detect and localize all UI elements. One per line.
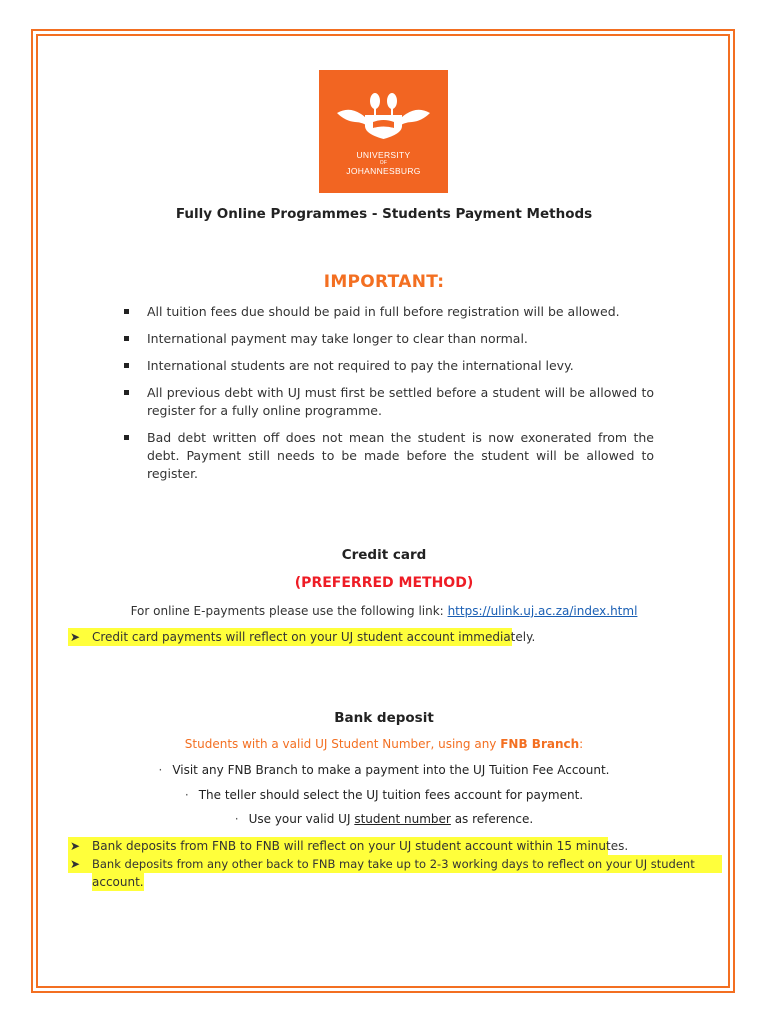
student-number-text: student number [354, 812, 451, 826]
important-list [120, 303, 654, 492]
list-item-text: Bad debt written off does not mean the student is now exonerated from the debt. Payment still needs to be made before the student will be allowed to register. [147, 430, 654, 481]
bank-note-2-continued [92, 873, 144, 891]
square-bullet-icon [124, 336, 129, 341]
square-bullet-icon [124, 309, 129, 314]
bank-step-3 [0, 812, 768, 826]
bank-step-2-text: The teller should select the UJ tuition fees account for payment. [198, 788, 584, 802]
preferred-method-label: (PREFERRED METHOD) [294, 575, 474, 591]
list-item [120, 384, 654, 420]
epayment-link-line [0, 604, 768, 618]
important-heading: IMPORTANT: [323, 272, 445, 292]
logo-text-university: UNIVERSITY [356, 150, 411, 160]
bank-note-1 [68, 837, 629, 855]
square-bullet-icon [124, 435, 129, 440]
list-item-text: All previous debt with UJ must first be settled before a student will be allowed to register for a fully online programme. [147, 385, 654, 418]
arrow-bullet-icon: ➤ [70, 630, 81, 644]
middle-dot-icon: · [184, 788, 189, 802]
bank-note-1-text: Bank deposits from FNB to FNB will reflect on your UJ student account within 15 minutes. [92, 839, 629, 853]
fnb-branch-label: FNB Branch [500, 737, 580, 751]
epayment-link[interactable]: https://ulink.uj.ac.za/index.html [447, 604, 638, 618]
uj-logo [319, 70, 448, 193]
bank-step-3-c: as reference. [454, 812, 534, 826]
bank-deposit-heading: Bank deposit [334, 710, 434, 726]
bank-step-1-text: Visit any FNB Branch to make a payment into the UJ Tuition Fee Account. [172, 763, 610, 777]
list-item-text: International students are not required to pay the international levy. [147, 358, 574, 373]
epayment-intro-b: please use the following link: [269, 604, 444, 618]
bank-step-1 [0, 763, 768, 777]
bank-note-2 [68, 855, 722, 873]
list-item [120, 330, 654, 348]
logo-text-johannesburg: JOHANNESBURG [346, 166, 421, 176]
arrow-bullet-icon: ➤ [70, 839, 81, 853]
list-item-text: International payment may take longer to clear than normal. [147, 331, 528, 346]
credit-card-heading: Credit card [341, 547, 427, 563]
list-item-text: All tuition fees due should be paid in full before registration will be allowed. [147, 304, 620, 319]
logo-text-of: OF [379, 160, 388, 166]
bank-note-2-text-end: account. [92, 875, 144, 889]
bank-step-2 [0, 788, 768, 802]
bank-deposit-subheading [0, 737, 768, 751]
bank-deposit-sub-a: Students with a valid UJ Student Number, using any [184, 737, 497, 751]
arrow-bullet-icon: ➤ [70, 857, 81, 871]
list-item [120, 429, 654, 483]
middle-dot-icon: · [158, 763, 163, 777]
credit-card-note-text: Credit card payments will reflect on your UJ student account immediately. [92, 630, 536, 644]
middle-dot-icon: · [234, 812, 239, 826]
bank-deposit-sub-c: : [579, 737, 584, 751]
square-bullet-icon [124, 363, 129, 368]
document-title: Fully Online Programmes - Students Payment Methods [175, 206, 593, 222]
list-item [120, 303, 654, 321]
square-bullet-icon [124, 390, 129, 395]
credit-card-note [68, 628, 536, 646]
bank-step-3-a: Use your valid UJ [248, 812, 351, 826]
bank-note-2-text: Bank deposits from any other back to FNB may take up to 2-3 working days to reflect on your UJ student [92, 857, 695, 871]
list-item [120, 357, 654, 375]
epayment-intro-a: For online E-payments [130, 604, 266, 618]
